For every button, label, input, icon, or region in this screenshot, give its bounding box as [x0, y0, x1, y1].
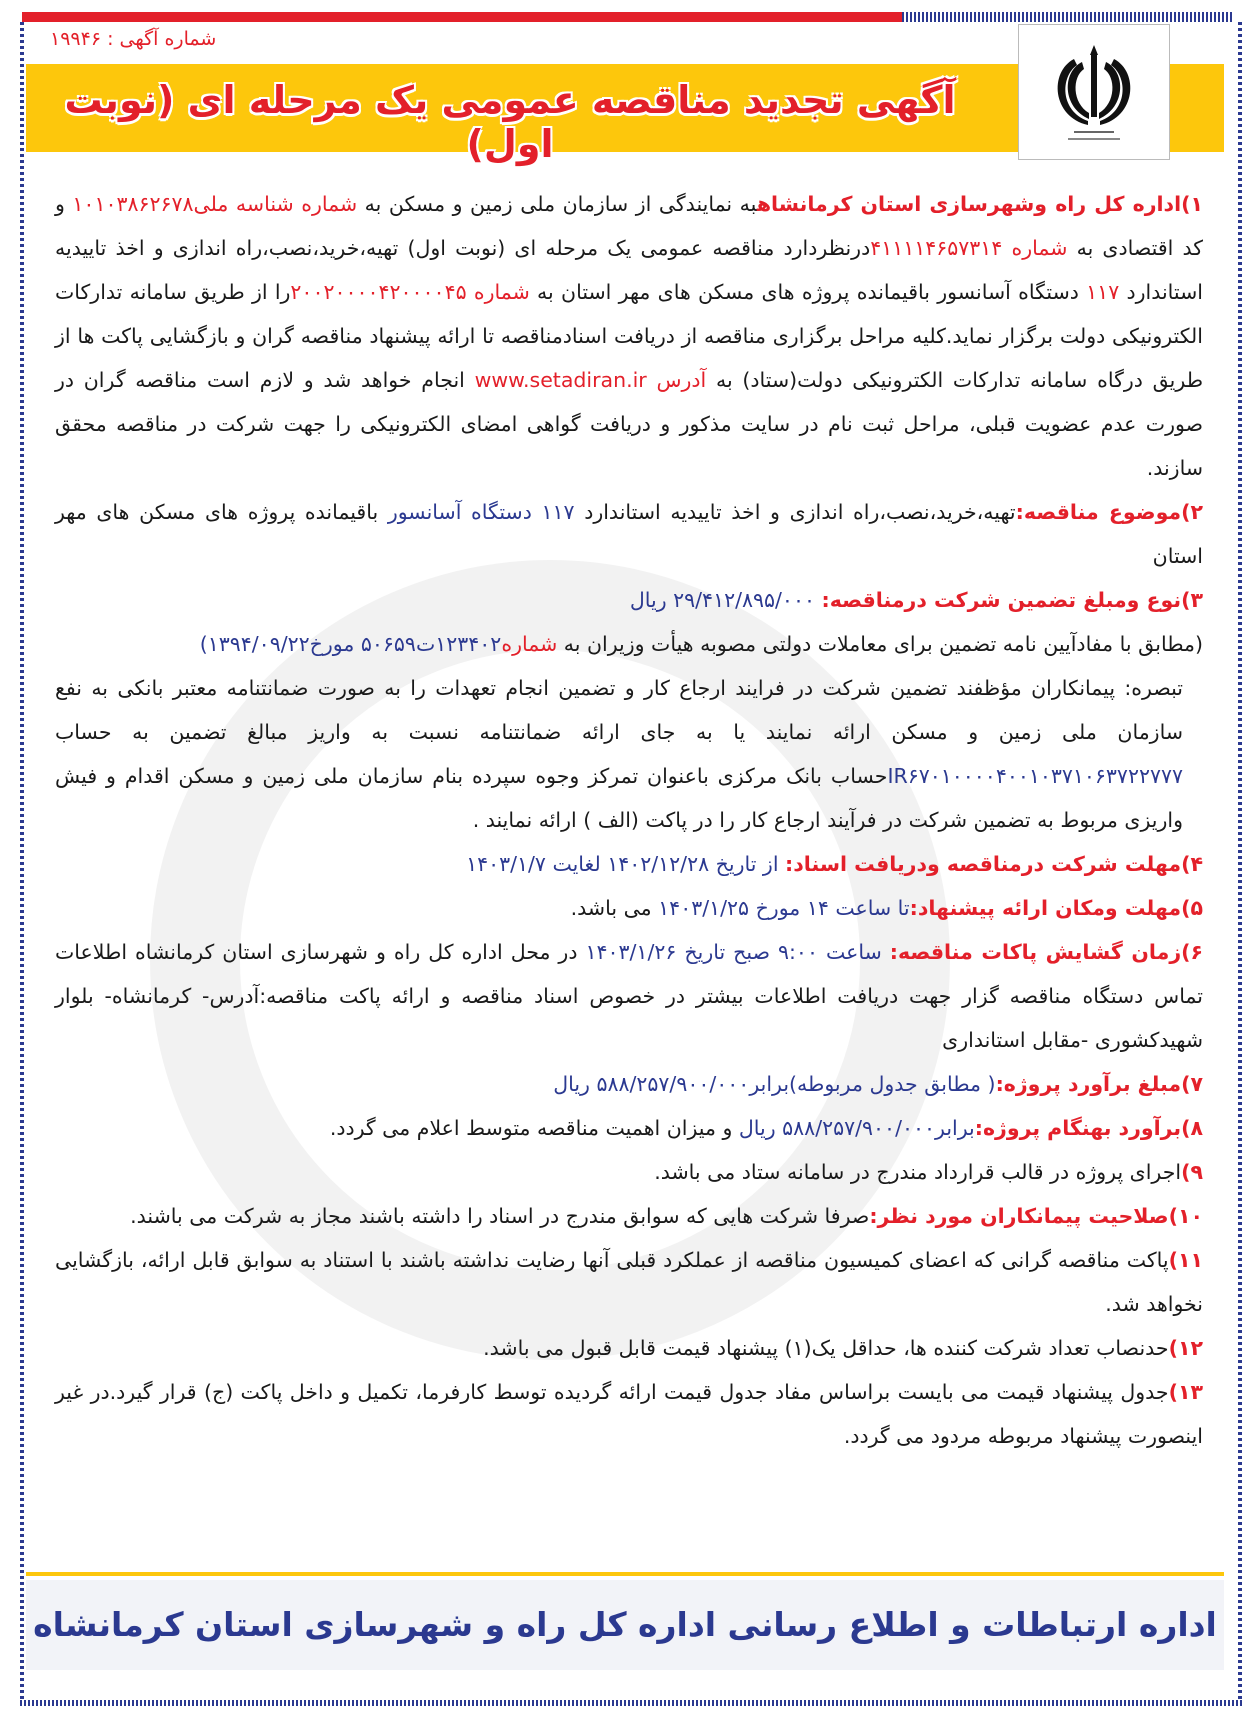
clause-text: در محل اداره کل راه و شهرسازی استان کرمانشاه اطلاعات تماس دستگاه مناقصه گزار جهت دریافت اطلاعات بیشتر در خصوص اسناد مناقصه و ارائه پاکت مناقصه:آدرس- کرمانشاه- بلوار شهیدکشوری -مقابل استانداری	[55, 940, 1203, 1052]
clause-text: دستگاه آسانسور باقیمانده پروژه های مسکن های مهر استان به	[529, 280, 1087, 304]
clause-highlight: شماره ۴۱۱۱۱۴۶۵۷۳۱۴	[870, 236, 1068, 260]
clause-highlight: شماره ۲۰۰۲۰۰۰۰۴۲۰۰۰۰۴۵	[290, 280, 530, 304]
clause-text: پاکت مناقصه گرانی که اعضای کمیسیون مناقصه از عملکرد قبلی آنها رضایت نداشته باشند با استناد به سوابق قابل ارائه، بازگشایی نخواهد شد.	[55, 1248, 1203, 1316]
clause-label: ۱)اداره کل راه وشهرسازی استان کرمانشاه	[756, 192, 1203, 216]
clause-10	[55, 1106, 1203, 1150]
footer-issuer: اداره ارتباطات و اطلاع رسانی اداره کل راه و شهرسازی استان کرمانشاه	[26, 1580, 1224, 1670]
clause-text: حدنصاب تعداد شرکت کننده ها، حداقل یک(۱) پیشنهاد قیمت قابل قبول می باشد.	[483, 1336, 1169, 1360]
clause-15	[55, 1370, 1203, 1458]
clause-label: ۴)مهلت شرکت درمناقصه ودریافت اسناد:	[785, 852, 1203, 876]
clause-text: و کد اقتصادی به	[55, 192, 1203, 260]
clause-text: را از طریق سامانه تدارکات الکترونیکی دولت برگزار نماید.کلیه مراحل برگزاری مناقصه از دریافت اسنادمناقصه تا ارائه پیشنهاد مناقصه گران و بازگشایی پاکت ها از طریق درگاه سامانه تدارکات الکترونیکی دولت(ستاد) به	[55, 280, 1204, 392]
emblem-logo	[1018, 24, 1170, 160]
clause-highlight: شماره شناسه ملی۱۰۱۰۳۸۶۲۶۷۸	[72, 192, 358, 216]
iran-emblem-icon	[1044, 37, 1144, 147]
clause-label: ۱۱)	[1168, 1248, 1203, 1272]
clause-label: ۸)برآورد بهنگام پروژه:	[974, 1116, 1203, 1140]
clause-text: می باشد.	[570, 896, 659, 920]
clause-5	[55, 666, 1203, 842]
clause-label: ۱۲)	[1168, 1336, 1203, 1360]
clause-label: ۹)	[1181, 1160, 1203, 1184]
clause-text: به نمایندگی از سازمان ملی زمین و مسکن به	[357, 192, 757, 216]
clause-text: و میزان اهمیت مناقصه متوسط اعلام می گردد.	[329, 1116, 739, 1140]
clause-text: جدول پیشنهاد قیمت می بایست براساس مفاد جدول قیمت ارائه گردیده توسط کارفرما، تکمیل و داخل پاکت (ج) قرار گیرد.در غیر اینصورت پیشنهاد مربوطه مردود می گردد.	[55, 1380, 1203, 1448]
clause-label: ۷)مبلغ برآورد پروژه:	[995, 1072, 1203, 1096]
clause-text: درنظردارد مناقصه عمومی یک مرحله ای (نوبت اول) تهیه،خرید،نصب،راه اندازی و اخذ تاییدیه استاندارد	[55, 236, 1203, 304]
clause-6	[55, 842, 1203, 886]
clause-9	[55, 1062, 1203, 1106]
clause-text: باقیمانده پروژه های مسکن های مهر استان	[55, 500, 1203, 568]
clause-highlight: تا ساعت ۱۴ مورخ ۱۴۰۳/۱/۲۵	[658, 896, 910, 920]
clause-text: انجام خواهد شد و لازم است مناقصه گران در صورت عدم عضویت قبلی، مراحل ثبت نام در سایت مذکور و دریافت گواهی امضای الکترونیکی را جهت شرکت در مناقصه محقق سازند.	[55, 368, 1203, 480]
announcement-body	[55, 182, 1203, 1458]
clause-text: تبصره: پیمانکاران مؤظفند تضمین شرکت در فرایند ارجاع کار و تضمین انجام تعهدات را به صورت ضمانتنامه معتبر بانکی به نفع سازمان ملی زمین و مسکن ارائه نمایند یا به جای ارائه ضمانتنامه نسبت به واریز مبالغ تضمین به حساب	[55, 676, 1183, 744]
clause-4	[55, 622, 1203, 666]
clause-highlight: IR۶۷۰۱۰۰۰۰۴۰۰۱۰۳۷۱۰۶۳۷۲۲۷۷۷	[887, 764, 1183, 788]
clause-7	[55, 886, 1203, 930]
clause-8	[55, 930, 1203, 1062]
clause-highlight: ۱۱۷ دستگاه آسانسور	[387, 500, 575, 524]
clause-label: ۲)موضوع مناقصه:	[1015, 500, 1204, 524]
clause-2	[55, 490, 1203, 578]
clause-highlight: شماره	[501, 632, 558, 656]
clause-14	[55, 1326, 1203, 1370]
top-dashed-bar	[902, 12, 1232, 22]
clause-11	[55, 1150, 1203, 1194]
right-border	[1238, 22, 1242, 1702]
clause-highlight: ( مطابق جدول مربوطه)برابر۵۸۸/۲۵۷/۹۰۰/۰۰۰ ریال	[553, 1072, 996, 1096]
clause-text: (مطابق با مفادآیین نامه تضمین برای معاملات دولتی مصوبه هیأت وزیران به	[557, 632, 1203, 656]
clause-highlight: برابر۵۸۸/۲۵۷/۹۰۰/۰۰۰ ریال	[738, 1116, 975, 1140]
footer-divider	[26, 1572, 1224, 1576]
clause-label: ۱۳)	[1168, 1380, 1203, 1404]
clause-text: صرفا شرکت هایی که سوابق مندرج در اسناد را داشته باشند مجاز به شرکت می باشند.	[130, 1204, 870, 1228]
clause-1	[55, 182, 1203, 490]
clause-highlight: ساعت ۹:۰۰ صبح تاریخ ۱۴۰۳/۱/۲۶	[585, 940, 890, 964]
clause-label: ۳)نوع ومبلغ تضمین شرکت درمناقصه:	[821, 588, 1203, 612]
left-border	[20, 22, 24, 1702]
clause-label: ۵)مهلت ومکان ارائه پیشنهاد:	[909, 896, 1203, 920]
clause-highlight: از تاریخ ۱۴۰۲/۱۲/۲۸ لغایت ۱۴۰۳/۱/۷	[466, 852, 786, 876]
clause-3	[55, 578, 1203, 622]
page-title: آگهی تجدید مناقصه عمومی یک مرحله ای (نوبت اول)	[64, 78, 956, 166]
clause-text: تهیه،خرید،نصب،راه اندازی و اخذ تاییدیه استاندارد	[574, 500, 1016, 524]
clause-label: ۶)زمان گشایش پاکات مناقصه:	[889, 940, 1203, 964]
bottom-dashed-bar	[20, 1700, 1242, 1706]
clause-text: حساب بانک مرکزی باعنوان تمرکز وجوه سپرده بنام سازمان ملی زمین و مسکن اقدام و فیش واریزی مربوط به تضمین شرکت در فرآیند ارجاع کار را در پاکت (الف ) ارائه نمایند .	[55, 764, 1183, 832]
clause-text: اجرای پروژه در قالب قرارداد مندرج در سامانه ستاد می باشد.	[654, 1160, 1182, 1184]
clause-label: ۱۰)صلاحیت پیمانکاران مورد نظر:	[869, 1204, 1203, 1228]
clause-13	[55, 1238, 1203, 1326]
clause-highlight: آدرس www.setadiran.ir	[474, 368, 707, 392]
clause-12	[55, 1194, 1203, 1238]
clause-highlight: ۲۹/۴۱۲/۸۹۵/۰۰۰ ریال	[629, 588, 822, 612]
ad-number: شماره آگهی : ۱۹۹۴۶	[50, 28, 217, 50]
top-red-bar	[22, 12, 902, 22]
clause-highlight: ۱۱۷	[1086, 280, 1120, 304]
clause-highlight: ۱۲۳۴۰۲ت۵۰۶۵۹ مورخ۱۳۹۴/۰۹/۲۲)	[199, 632, 502, 656]
